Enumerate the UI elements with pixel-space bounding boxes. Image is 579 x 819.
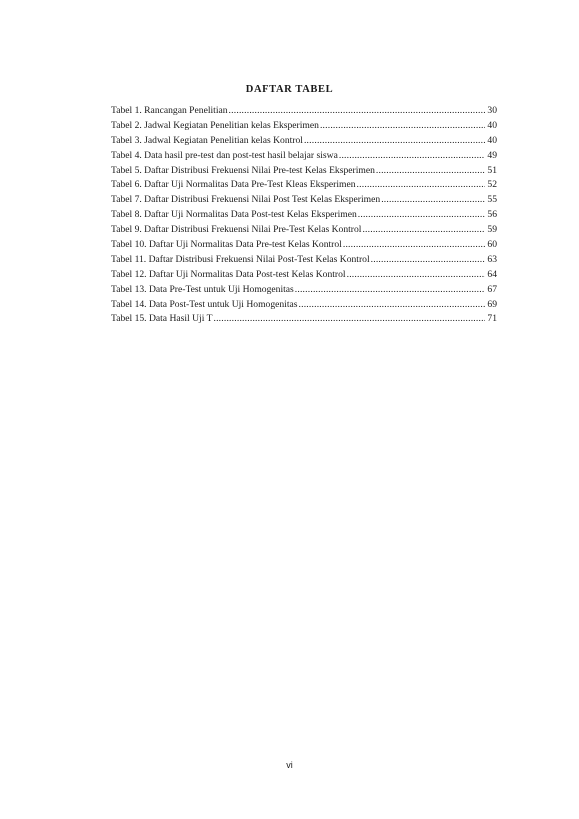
toc-entry-page: 52 — [487, 179, 497, 191]
table-of-tables — [111, 104, 497, 327]
toc-entry-label: Tabel 10. Daftar Uji Normalitas Data Pre-test Kelas Kontrol — [111, 239, 342, 251]
toc-entry-page: 55 — [487, 194, 497, 206]
toc-entry-label: Tabel 4. Data hasil pre-test dan post-test hasil belajar siswa — [111, 149, 338, 161]
dot-leader — [358, 208, 486, 223]
dot-leader — [299, 298, 486, 313]
toc-entry[interactable] — [111, 134, 497, 149]
toc-entry[interactable] — [111, 268, 497, 283]
dot-leader — [343, 238, 486, 253]
dot-leader — [357, 178, 486, 193]
toc-entry[interactable] — [111, 283, 497, 298]
toc-entry[interactable] — [111, 312, 497, 327]
page-title: DAFTAR TABEL — [245, 84, 334, 95]
dot-leader — [304, 134, 485, 149]
toc-entry-page: 63 — [487, 253, 497, 265]
toc-entry-label: Tabel 15. Data Hasil Uji T — [111, 313, 213, 325]
toc-entry-page: 71 — [487, 313, 497, 325]
toc-entry[interactable] — [111, 104, 497, 119]
toc-entry-label: Tabel 6. Daftar Uji Normalitas Data Pre-Test Kleas Eksperimen — [111, 179, 356, 191]
toc-entry[interactable] — [111, 149, 497, 164]
toc-entry-label: Tabel 9. Daftar Distribusi Frekuensi Nilai Pre-Test Kelas Kontrol — [111, 224, 362, 236]
dot-leader — [362, 223, 485, 238]
toc-entry-label: Tabel 3. Jadwal Kegiatan Penelitian kelas Kontrol — [111, 134, 303, 146]
toc-entry-label: Tabel 13. Data Pre-Test untuk Uji Homogenitas — [111, 283, 294, 295]
toc-entry-label: Tabel 12. Daftar Uji Normalitas Data Post-test Kelas Kontrol — [111, 268, 346, 280]
toc-entry[interactable] — [111, 164, 497, 179]
toc-entry[interactable] — [111, 223, 497, 238]
page-number: vi — [286, 760, 293, 770]
dot-leader — [229, 104, 486, 119]
toc-entry-page: 67 — [487, 283, 497, 295]
toc-entry[interactable] — [111, 253, 497, 268]
dot-leader — [376, 164, 486, 179]
toc-entry-page: 40 — [487, 134, 497, 146]
dot-leader — [339, 149, 486, 164]
toc-entry-page: 56 — [487, 209, 497, 221]
toc-entry-label: Tabel 7. Daftar Distribusi Frekuensi Nilai Post Test Kelas Eksperimen — [111, 194, 381, 206]
toc-entry-page: 49 — [487, 149, 497, 161]
toc-entry[interactable] — [111, 298, 497, 313]
dot-leader — [213, 312, 485, 327]
toc-entry[interactable] — [111, 178, 497, 193]
toc-entry-page: 40 — [487, 119, 497, 131]
toc-entry-page: 64 — [487, 268, 497, 280]
toc-entry[interactable] — [111, 193, 497, 208]
toc-entry-label: Tabel 14. Data Post-Test untuk Uji Homogenitas — [111, 298, 298, 310]
toc-entry-label: Tabel 5. Daftar Distribusi Frekuensi Nilai Pre-test Kelas Eksperimen — [111, 164, 375, 176]
toc-entry-page: 69 — [487, 298, 497, 310]
toc-entry-page: 51 — [487, 164, 497, 176]
dot-leader — [371, 253, 486, 268]
toc-entry-label: Tabel 1. Rancangan Penelitian — [111, 105, 228, 116]
toc-entry-page: 60 — [487, 239, 497, 251]
toc-entry-label: Tabel 11. Daftar Distribusi Frekuensi Nilai Post-Test Kelas Kontrol — [111, 253, 370, 265]
toc-entry-label: Tabel 8. Daftar Uji Normalitas Data Post-test Kelas Eksperimen — [111, 209, 357, 221]
toc-entry[interactable] — [111, 119, 497, 134]
dot-leader — [381, 193, 485, 208]
toc-entry[interactable] — [111, 238, 497, 253]
toc-entry-label: Tabel 2. Jadwal Kegiatan Penelitian kelas Eksperimen — [111, 119, 319, 131]
toc-entry[interactable] — [111, 208, 497, 223]
dot-leader — [295, 283, 486, 298]
dot-leader — [320, 119, 485, 134]
toc-entry-page: 59 — [487, 224, 497, 236]
toc-entry-page: 30 — [487, 105, 497, 116]
dot-leader — [347, 268, 486, 283]
